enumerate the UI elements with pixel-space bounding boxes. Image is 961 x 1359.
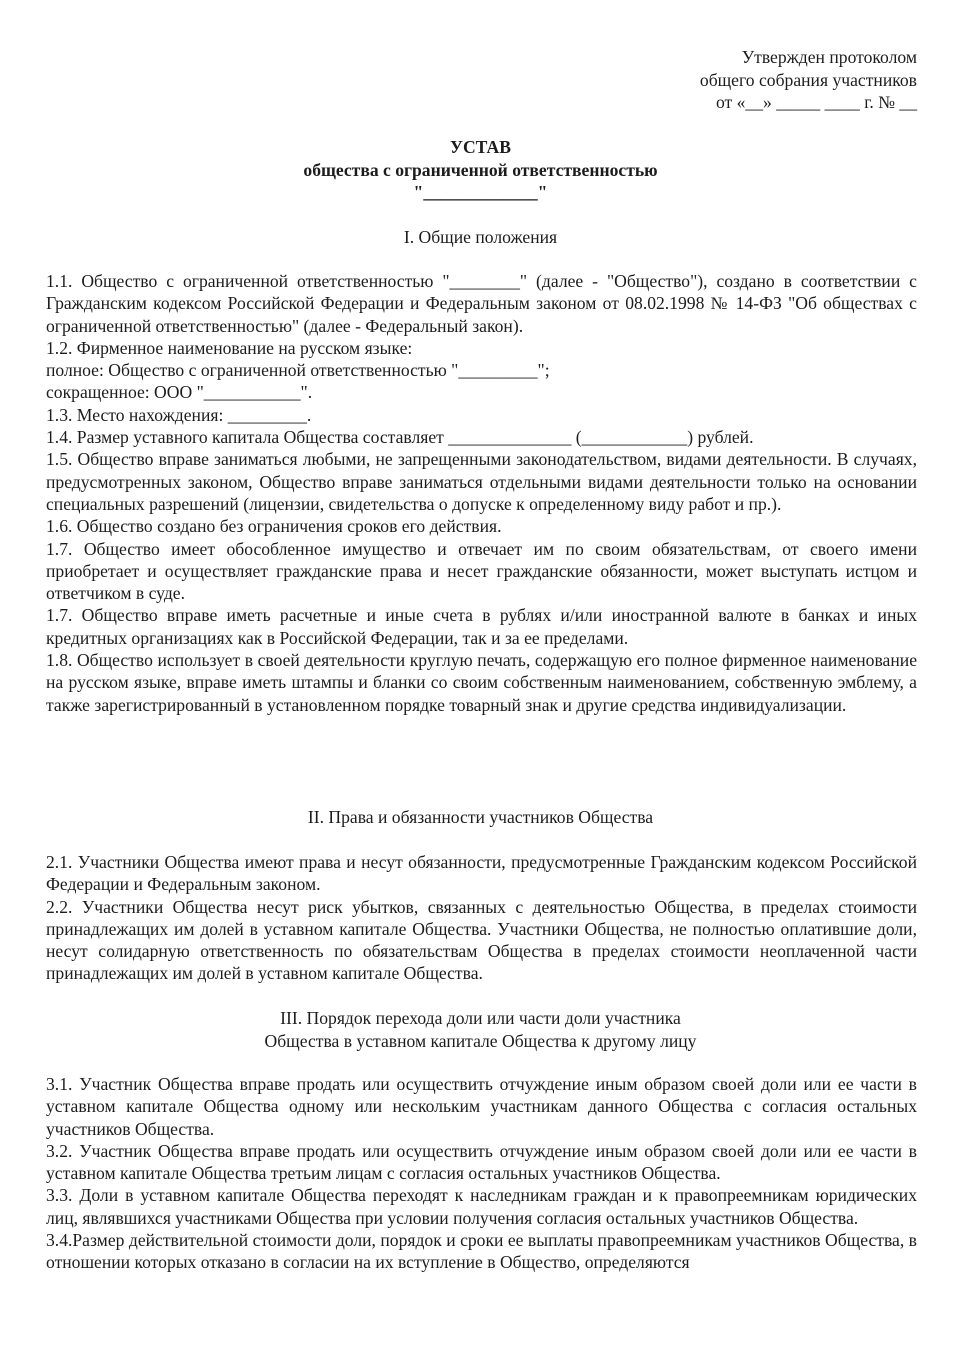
- paragraph: 1.2. Фирменное наименование на русском языке:: [46, 337, 413, 358]
- paragraph: 3.2. Участник Общества вправе продать или осуществить отчуждение иным образом своей доли или ее части в уставном капитале Общества третьим лицам с согласия остальных участников Общества.: [46, 1140, 917, 1184]
- paragraph: 1.7. Общество вправе иметь расчетные и иные счета в рублях и/или иностранной валюте в банках и иных кредитных организациях как в Российской Федерации, так и за ее пределами.: [46, 605, 917, 648]
- paragraph: 3.1. Участник Общества вправе продать или осуществить отчуждение иным образом своей доли или ее части в уставном капитале Общества одному или нескольким участникам данного Общества с согласия остальных участников Общества.: [46, 1074, 917, 1139]
- section-3-body: [46, 1073, 917, 1274]
- title-line-1: УСТАВ: [450, 137, 511, 157]
- approval-line-3: от «__» _____ ____ г. № __: [715, 92, 917, 113]
- paragraph: полное: Общество с ограниченной ответственностью "_________";: [46, 360, 550, 381]
- paragraph: 3.4.Размер действительной стоимости доли, порядок и сроки ее выплаты правопреемникам участников Общества, в отношении которых отказано в согласии на их вступление в Общество, определяются: [46, 1230, 917, 1273]
- section-1-body: [46, 270, 917, 716]
- section-2-heading: II. Права и обязанности участников Общества: [307, 807, 654, 827]
- section-3-heading: [0, 1007, 961, 1052]
- section-3-heading-line-1: III. Порядок перехода доли или части доли участника: [280, 1008, 681, 1028]
- paragraph: 1.5. Общество вправе заниматься любыми, не запрещенными законодательством, видами деятельности. В случаях, предусмотренных законом, Общество вправе заниматься отдельными видами деятельности только на основании специальных разрешений (лицензии, свидетельства о допуске к определенному виду работ и пр.).: [46, 449, 917, 514]
- title-line-3: "_____________": [413, 182, 548, 202]
- paragraph: 1.7. Общество имеет обособленное имущество и отвечает им по своим обязательствам, от своего имени приобретает и осуществляет гражданские права и несет гражданские обязанности, может выступать истцом и ответчиком в суде.: [46, 538, 917, 604]
- paragraph: 1.6. Общество создано без ограничения сроков его действия.: [46, 516, 502, 537]
- paragraph: 1.8. Общество использует в своей деятельности круглую печать, содержащую его полное фирменное наименование на русском языке, вправе иметь штампы и бланки со своим собственным наименованием, собственную эмблему, а также зарегистрированный в установленном порядке товарный знак и другие средства индивидуализации.: [46, 650, 917, 715]
- approval-stamp: [700, 46, 917, 114]
- paragraph: 2.1. Участники Общества имеют права и несут обязанности, предусмотренные Гражданским кодексом Российской Федерации и Федеральным законом.: [46, 852, 917, 895]
- approval-line-1: Утвержден протоколом: [741, 47, 917, 67]
- section-3-heading-line-2: Общества в уставном капитале Общества к другому лицу: [264, 1030, 697, 1051]
- title-line-2: общества с ограниченной ответственностью: [303, 159, 658, 180]
- section-2-body: [46, 851, 917, 985]
- paragraph: 2.2. Участники Общества несут риск убытков, связанных с деятельностью Общества, в пределах стоимости принадлежащих им долей в уставном капитале Общества. Участники Общества, не полностью оплатившие доли, несут солидарную ответственность по обязательствам Общества в пределах стоимости неоплаченной части принадлежащих им долей в уставном капитале Общества.: [46, 896, 917, 984]
- document-title: [0, 136, 961, 204]
- paragraph: 1.1. Общество с ограниченной ответственностью "________" (далее - "Общество"), создано в соответствии с Гражданским кодексом Российской Федерации и Федеральным законом от 08.02.1998 № 14-ФЗ "Об обществах с ограниченной ответственностью" (далее - Федеральный закон).: [46, 271, 917, 336]
- paragraph: 3.3. Доли в уставном капитале Общества переходят к наследникам граждан и к правопреемникам юридических лиц, являвшихся участниками Общества при условии получения согласия остальных участников Общества.: [46, 1185, 917, 1228]
- paragraph: 1.4. Размер уставного капитала Общества составляет ______________ (____________) рублей.: [46, 427, 754, 448]
- paragraph: сокращенное: ООО "___________".: [46, 382, 313, 403]
- approval-line-2: общего собрания участников: [699, 69, 917, 90]
- section-1-heading: I. Общие положения: [403, 227, 558, 247]
- paragraph: 1.3. Место нахождения: _________.: [46, 404, 312, 425]
